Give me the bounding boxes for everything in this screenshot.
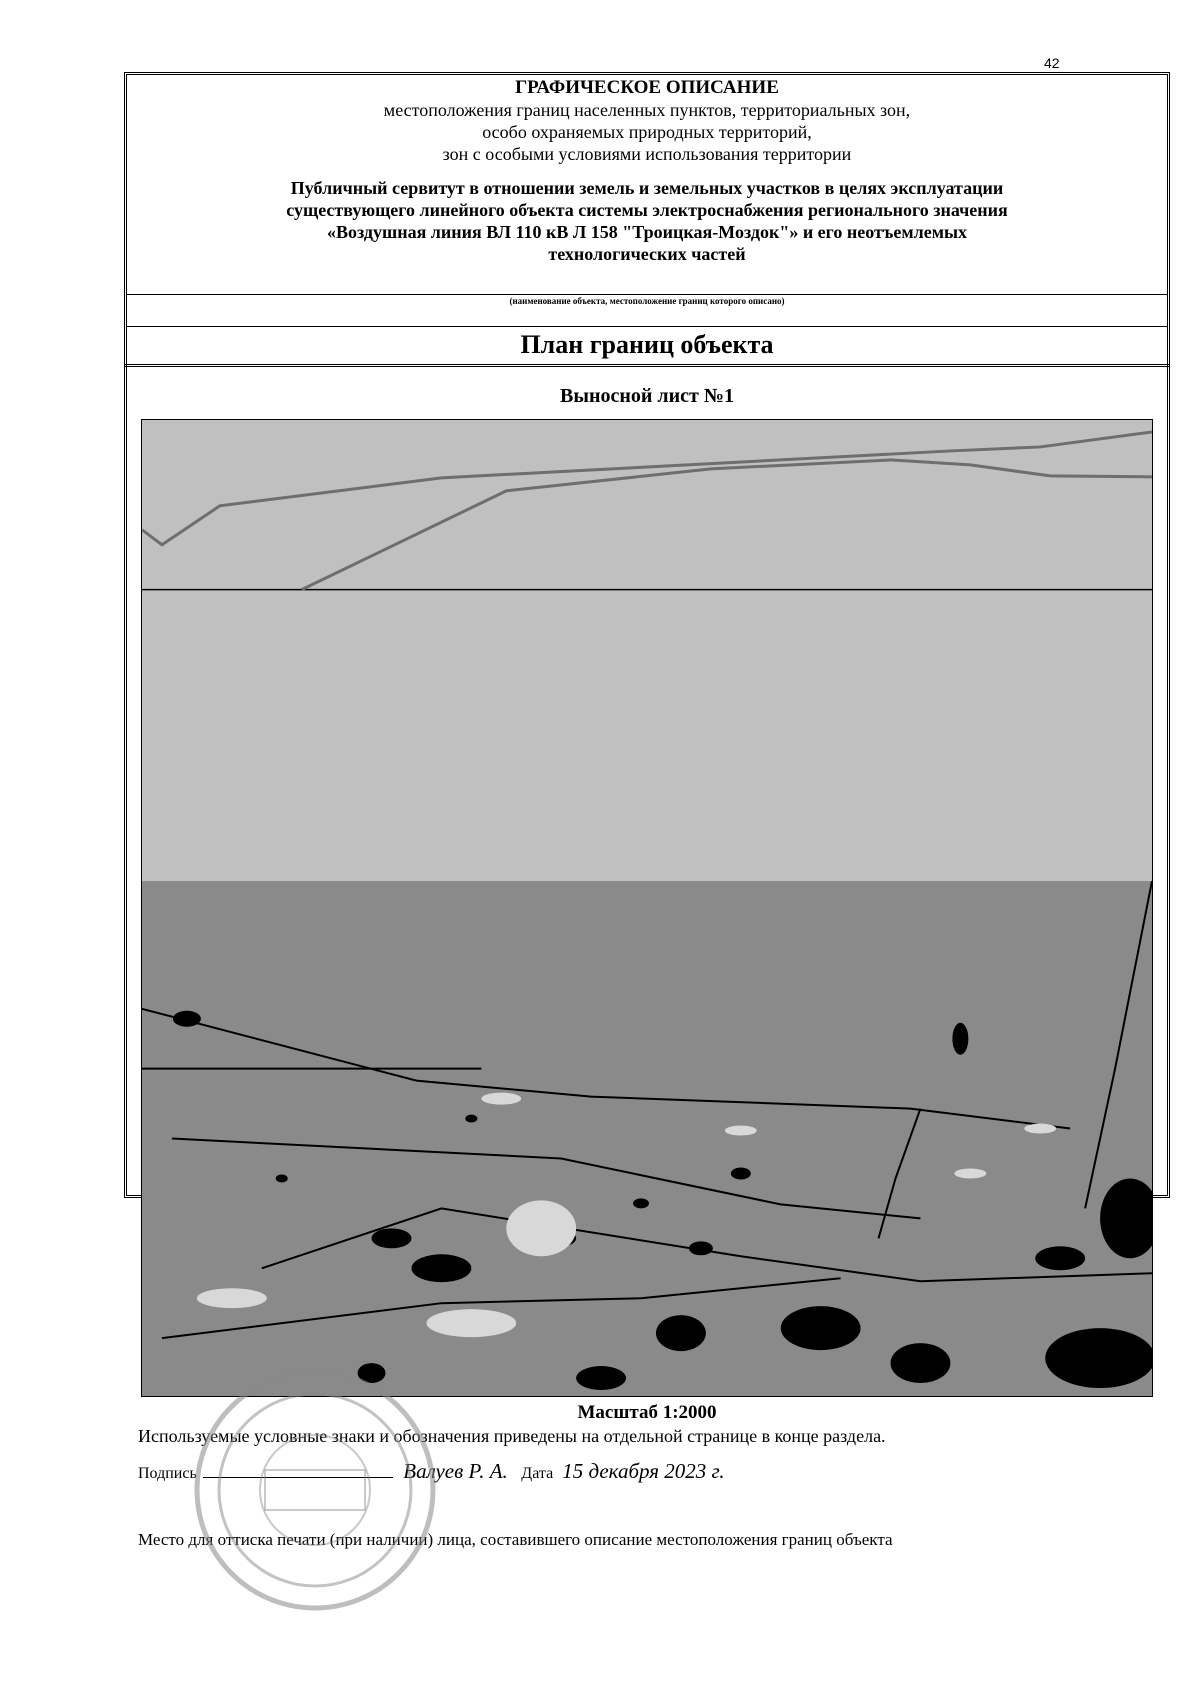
document-title: ГРАФИЧЕСКОЕ ОПИСАНИЕ [515, 77, 779, 98]
map-scale: Масштаб 1:2000 [577, 1402, 717, 1423]
divider [127, 294, 1167, 295]
object-caption: (наименование объекта, местоположение границ которого описано) [509, 296, 785, 306]
object-line: технологических частей [548, 244, 746, 264]
page-number: 42 [1044, 55, 1060, 71]
seal-stamp [185, 1360, 445, 1620]
signature-line [203, 1463, 393, 1478]
date-label: Дата [521, 1465, 554, 1482]
header-block [127, 75, 1167, 265]
object-line: «Воздушная линия ВЛ 110 кВ Л 158 "Троицкая-Моздок"» и его неотъемлемых [326, 222, 968, 242]
plan-title: План границ объекта [520, 330, 774, 359]
object-line: Публичный сервитут в отношении земель и земельных участков в целях эксплуатации [290, 178, 1004, 198]
subtitle-line: зон с особыми условиями использования территории [442, 144, 852, 164]
divider [124, 364, 1170, 367]
divider [127, 326, 1167, 327]
legend-note: Используемые условные знаки и обозначения приведены на отдельной странице в конце раздела. [138, 1426, 886, 1446]
signature-date: 15 декабря 2023 г. [562, 1459, 725, 1483]
terrain-area [142, 881, 1152, 1396]
sheet-title: Выносной лист №1 [560, 385, 734, 407]
signer-name: Валуев Р. А. [403, 1459, 508, 1483]
subtitle-line: местоположения границ населенных пунктов, территориальных зон, [383, 100, 911, 120]
boundary-map [141, 419, 1153, 1397]
signature-label: Подпись [138, 1465, 197, 1482]
stamp-place-note: Место для оттиска печати (при наличии) лица, составившего описание местоположения границ объекта [138, 1530, 893, 1549]
signature-row [138, 1459, 1138, 1484]
object-name [127, 177, 1167, 265]
object-line: существующего линейного объекта системы электроснабжения регионального значения [286, 200, 1008, 220]
subtitle-line: особо охраняемых природных территорий, [482, 122, 812, 142]
